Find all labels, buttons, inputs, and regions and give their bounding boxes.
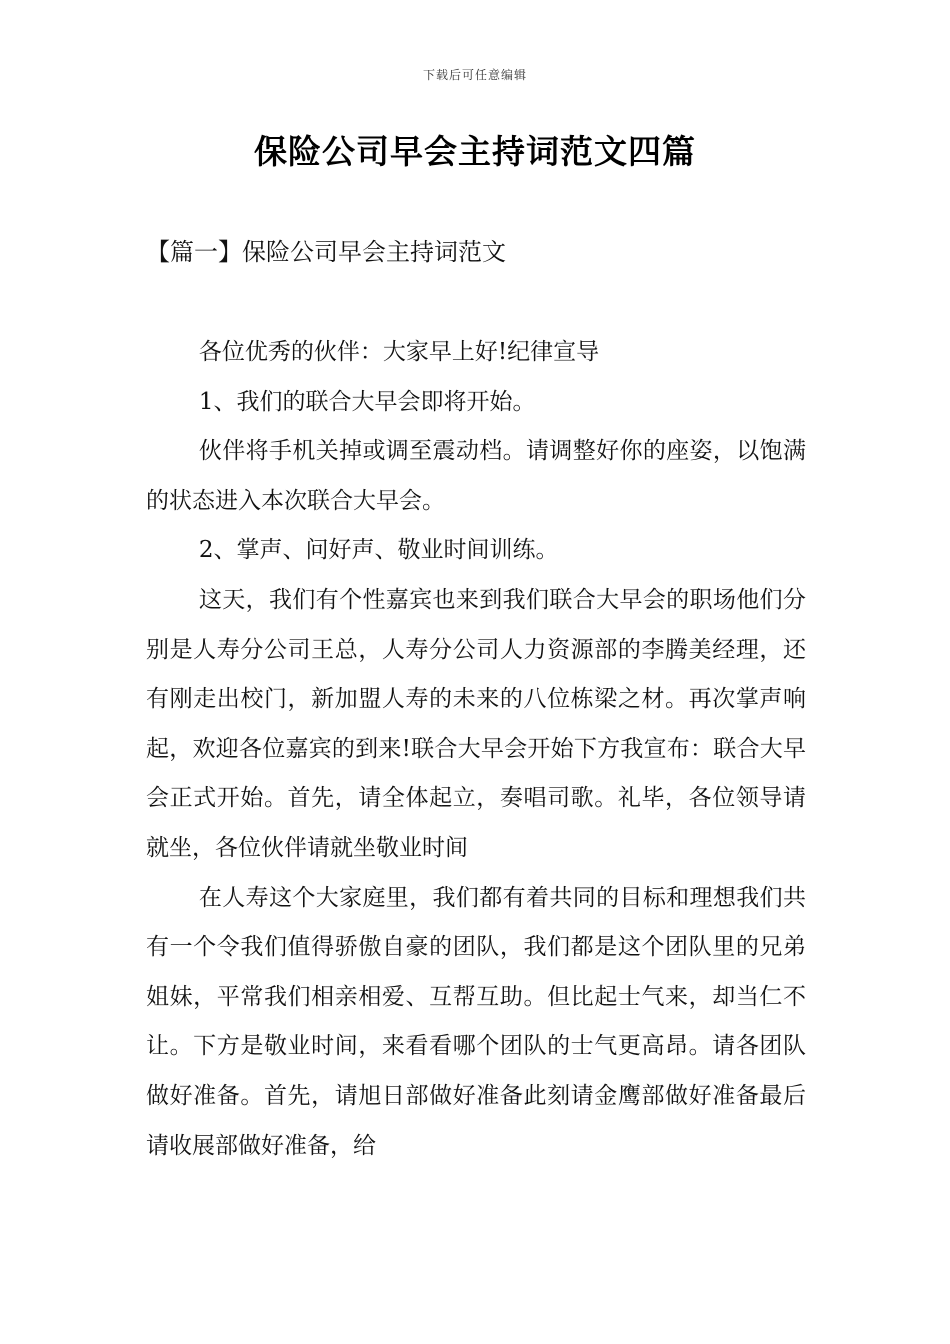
paragraph: 2、掌声、问好声、敬业时间训练。	[198, 537, 559, 564]
body-text	[146, 328, 806, 1171]
paragraph: 在人寿这个大家庭里，我们都有着共同的目标和理想我们共有一个令我们值得骄傲自豪的团队，我们都是这个团队里的兄弟姐妹，平常我们相亲相爱、互帮互助。但比起士气来，却当仁不让。下方是敬业时间，来看看哪个团队的士气更高昂。请各团队做好准备。首先，请旭日部做好准备此刻请金鹰部做好准备最后请收展部做好准备，给	[146, 884, 806, 1159]
section-heading: 【篇一】保险公司早会主持词范文	[146, 238, 506, 266]
paragraph: 1、我们的联合大早会即将开始。	[198, 388, 536, 415]
paragraph: 这天，我们有个性嘉宾也来到我们联合大早会的职场他们分别是人寿分公司王总，人寿分公司人力资源部的李腾美经理，还有刚走出校门，新加盟人寿的未来的八位栋梁之材。再次掌声响起，欢迎各位嘉宾的到来!联合大早会开始下方我宣布：联合大早会正式开始。首先，请全体起立，奏唱司歌。礼毕，各位领导请就坐，各位伙伴请就坐敬业时间	[146, 586, 806, 861]
document-title: 保险公司早会主持词范文四篇	[254, 132, 696, 171]
paragraph: 各位优秀的伙伴：大家早上好!纪律宣导	[198, 339, 600, 365]
header-note: 下载后可任意编辑	[422, 68, 527, 82]
paragraph: 伙伴将手机关掉或调至震动档。请调整好你的座姿，以饱满的状态进入本次联合大早会。	[146, 438, 806, 514]
